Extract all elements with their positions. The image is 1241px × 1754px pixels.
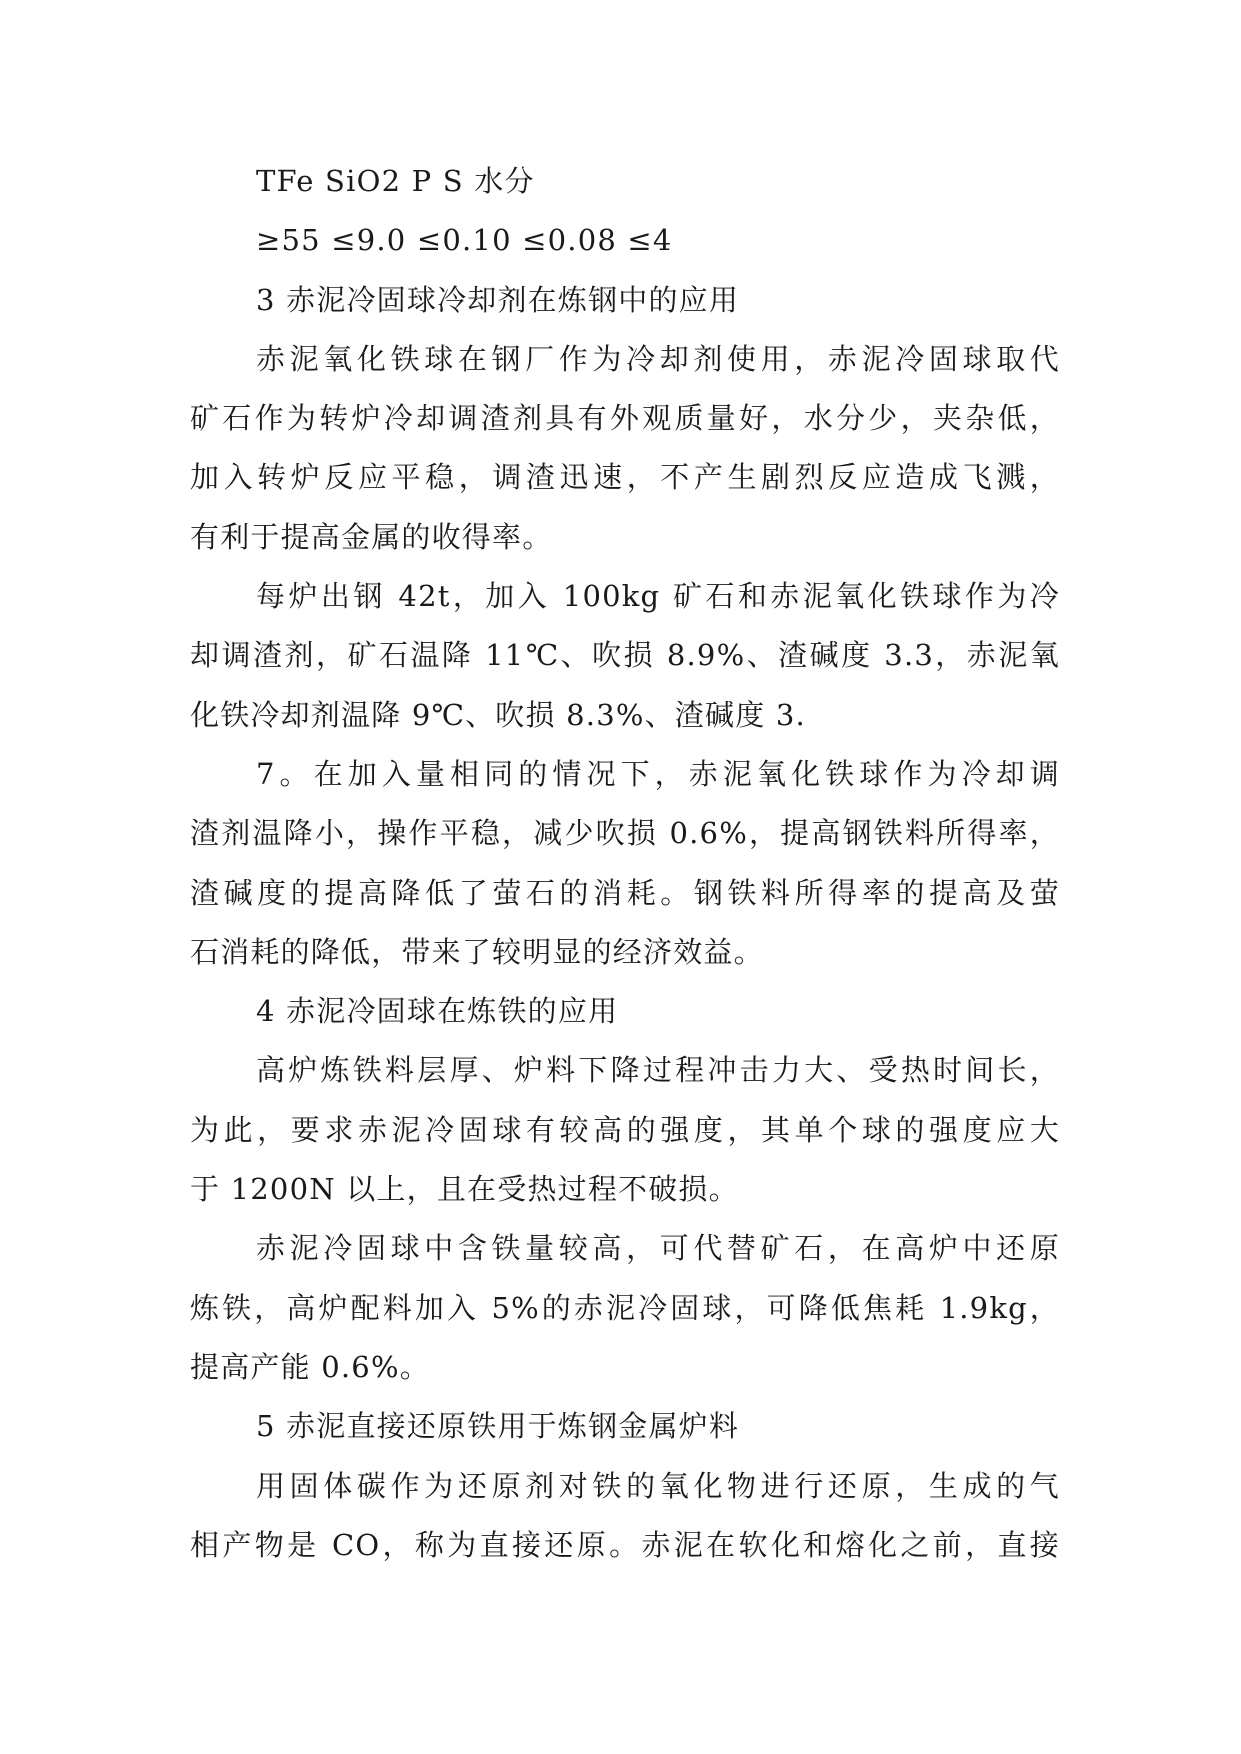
text-line: 于 1200N 以上，且在受热过程不破损。 xyxy=(190,1172,739,1207)
text-line: 渣碱度的提高降低了萤石的消耗。钢铁料所得率的提高及萤 xyxy=(190,875,1060,910)
text-line: 赤泥冷固球中含铁量较高，可代替矿石，在高炉中还原 xyxy=(256,1231,1060,1266)
text-line: 渣剂温降小，操作平稳，减少吹损 0.6%，提高钢铁料所得率， xyxy=(190,816,1060,851)
text-line: 矿石作为转炉冷却调渣剂具有外观质量好，水分少，夹杂低， xyxy=(190,401,1060,436)
text-line: 却调渣剂，矿石温降 11℃、吹损 8.9%、渣碱度 3.3，赤泥氧 xyxy=(190,638,1060,673)
text-line: 加入转炉反应平稳，调渣迅速，不产生剧烈反应造成飞溅， xyxy=(190,460,1060,495)
text-line: 炼铁，高炉配料加入 5%的赤泥冷固球，可降低焦耗 1.9kg， xyxy=(190,1290,1060,1325)
text-line: 5 赤泥直接还原铁用于炼钢金属炉料 xyxy=(256,1409,740,1444)
text-line: 高炉炼铁料层厚、炉料下降过程冲击力大、受热时间长， xyxy=(256,1053,1060,1088)
text-line: 相产物是 CO，称为直接还原。赤泥在软化和熔化之前，直接 xyxy=(190,1527,1060,1562)
text-line: 3 赤泥冷固球冷却剂在炼钢中的应用 xyxy=(256,282,740,317)
text-line: 每炉出钢 42t，加入 100kg 矿石和赤泥氧化铁球作为冷 xyxy=(256,579,1060,614)
text-line: 有利于提高金属的收得率。 xyxy=(190,519,553,554)
text-line: ≥55 ≤9.0 ≤0.10 ≤0.08 ≤4 xyxy=(256,223,673,258)
text-line: 化铁冷却剂温降 9℃、吹损 8.3%、渣碱度 3. xyxy=(190,697,806,732)
text-line: TFe SiO2 P S 水分 xyxy=(256,164,535,198)
text-line: 7。在加入量相同的情况下，赤泥氧化铁球作为冷却调 xyxy=(256,756,1060,791)
text-line: 提高产能 0.6%。 xyxy=(190,1349,430,1384)
document-body xyxy=(190,152,1060,1575)
text-line: 用固体碳作为还原剂对铁的氧化物进行还原，生成的气 xyxy=(256,1468,1060,1503)
text-line: 石消耗的降低，带来了较明显的经济效益。 xyxy=(190,934,764,969)
text-line: 4 赤泥冷固球在炼铁的应用 xyxy=(256,994,619,1029)
text-line: 为此，要求赤泥冷固球有较高的强度，其单个球的强度应大 xyxy=(190,1112,1060,1147)
text-line: 赤泥氧化铁球在钢厂作为冷却剂使用，赤泥冷固球取代 xyxy=(256,341,1060,376)
